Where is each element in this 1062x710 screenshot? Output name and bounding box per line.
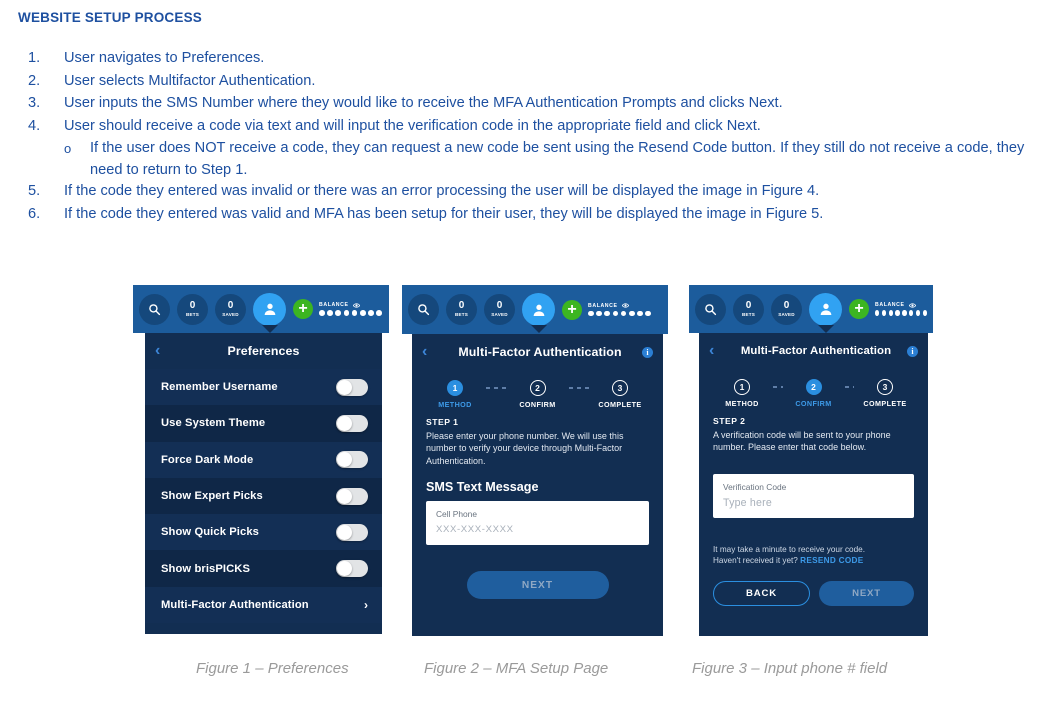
balance-widget[interactable]: [875, 302, 927, 316]
balance-label: BALANCE: [588, 302, 618, 309]
step-bubble: 3: [877, 379, 893, 395]
avatar-pointer: [531, 325, 547, 333]
bets-label: BETS: [741, 311, 756, 317]
toggle-switch[interactable]: [336, 524, 368, 541]
saved-label: SAVED: [491, 312, 508, 317]
plus-icon[interactable]: +: [849, 299, 869, 319]
mfa-confirm-content: [699, 414, 928, 606]
pref-row-remember-username[interactable]: [145, 369, 382, 405]
step-connector: [773, 386, 783, 388]
bets-counter[interactable]: [446, 294, 477, 325]
list-item-text: User selects Multifactor Authentication.: [64, 72, 316, 89]
step-confirm[interactable]: [783, 379, 845, 408]
back-button[interactable]: BACK: [713, 581, 810, 606]
mfa-setup-content: [412, 415, 663, 599]
list-item: [18, 204, 1048, 226]
info-icon[interactable]: i: [642, 347, 653, 358]
bets-label: BETS: [185, 311, 200, 317]
toggle-switch[interactable]: [336, 560, 368, 577]
resend-code-link[interactable]: RESEND CODE: [800, 556, 864, 566]
panel-title: Preferences: [227, 344, 300, 358]
preferences-panel: [145, 333, 382, 634]
resend-info-line: It may take a minute to receive your code.: [713, 544, 865, 554]
list-item-number: 5.: [28, 183, 41, 199]
eye-icon[interactable]: [353, 303, 360, 308]
step-bubble: 2: [530, 380, 546, 396]
step-bubble: 1: [734, 379, 750, 395]
step-connector: [845, 386, 855, 388]
info-icon[interactable]: i: [907, 346, 918, 357]
step-label: CONFIRM: [795, 399, 832, 408]
step-connector: [486, 387, 507, 389]
resend-block: [713, 544, 914, 567]
app-header-bar: [133, 285, 389, 333]
bets-count: 0: [745, 299, 752, 311]
pref-label: Show brisPICKS: [161, 562, 251, 575]
pref-label: Force Dark Mode: [161, 453, 254, 466]
pref-label: Multi-Factor Authentication: [161, 598, 309, 611]
resend-question: Haven't received it yet?: [713, 556, 798, 566]
avatar-pointer: [818, 325, 834, 333]
user-avatar-icon[interactable]: [809, 293, 842, 326]
cell-phone-placeholder: XXX-XXX-XXXX: [436, 524, 514, 536]
pref-label: Remember Username: [161, 381, 278, 394]
plus-icon[interactable]: +: [562, 300, 582, 320]
pref-row-multi-factor-authentication[interactable]: [145, 587, 382, 623]
list-item: [18, 181, 1048, 203]
next-button[interactable]: NEXT: [467, 571, 609, 599]
toggle-switch[interactable]: [336, 379, 368, 396]
pref-row-show-expert-picks[interactable]: [145, 478, 382, 514]
bets-label: BETS: [454, 312, 469, 317]
pref-row-show-brispicks[interactable]: [145, 550, 382, 586]
step-connector: [569, 387, 590, 389]
chevron-left-icon[interactable]: ‹: [422, 343, 428, 360]
saved-counter[interactable]: [484, 294, 515, 325]
process-steps-list: [18, 48, 1048, 226]
pref-label: Show Quick Picks: [161, 526, 259, 539]
list-item-number: 6.: [28, 205, 41, 222]
toggle-switch[interactable]: [336, 488, 368, 505]
step-label: COMPLETE: [863, 399, 907, 408]
balance-widget[interactable]: [588, 303, 662, 317]
list-item-number: 3.: [28, 95, 41, 111]
saved-count: 0: [783, 299, 790, 311]
sub-list-item-text: If the user does NOT receive a code, they can request a new code be sent using the Resend Code button. If they still do not receive a code, they need to return to Step 1.: [90, 140, 1025, 178]
list-item-text: If the code they entered was invalid or there was an error processing the user will be displayed the image in Figure 4.: [64, 183, 820, 199]
avatar-pointer: [262, 325, 278, 333]
next-button[interactable]: NEXT: [819, 581, 914, 606]
panel-title-bar: [145, 333, 382, 369]
search-icon[interactable]: [695, 294, 726, 325]
eye-icon[interactable]: [622, 303, 629, 308]
balance-label: BALANCE: [875, 302, 905, 309]
balance-masked-dots: [875, 310, 927, 316]
step-confirm[interactable]: [507, 380, 569, 409]
saved-counter[interactable]: [771, 294, 802, 325]
cell-phone-input[interactable]: [426, 501, 649, 545]
bets-counter[interactable]: [177, 294, 208, 325]
plus-icon[interactable]: +: [293, 299, 313, 319]
balance-label: BALANCE: [319, 302, 349, 309]
step-bubble: 2: [806, 379, 822, 395]
sub-list-item: [18, 138, 1048, 181]
figure-3-caption: Figure 3 – Input phone # field: [692, 660, 888, 677]
list-item-number: 4.: [28, 117, 41, 134]
figure-2-caption: Figure 2 – MFA Setup Page: [424, 660, 609, 677]
saved-label: SAVED: [778, 311, 795, 317]
saved-label: SAVED: [222, 311, 239, 317]
search-icon[interactable]: [139, 294, 170, 325]
balance-masked-dots: [588, 311, 662, 317]
verification-code-input[interactable]: [713, 474, 914, 518]
list-item: [18, 48, 1048, 70]
chevron-right-icon[interactable]: ›: [364, 597, 368, 612]
list-item-text: User inputs the SMS Number where they would like to receive the MFA Authentication Prompts and clicks Next.: [64, 95, 783, 111]
app-header-bar: [689, 285, 933, 333]
step-complete[interactable]: [589, 380, 651, 409]
list-item-text: If the code they entered was valid and MFA has been setup for their user, they will be displayed the image in Figure 5.: [64, 205, 824, 222]
figure-1-caption: Figure 1 – Preferences: [196, 660, 349, 677]
balance-masked-dots: [319, 310, 383, 316]
list-item-number: 1.: [28, 50, 41, 66]
figure-3-verification-mockup: [689, 285, 933, 642]
toggle-switch[interactable]: [336, 451, 368, 468]
pref-row-force-dark-mode[interactable]: [145, 442, 382, 478]
step-description: A verification code will be sent to your phone number. Please enter that code below.: [713, 430, 891, 453]
bets-count: 0: [458, 300, 465, 311]
panel-title: Multi-Factor Authentication: [740, 345, 892, 357]
step-label: METHOD: [725, 399, 759, 408]
user-avatar-icon[interactable]: [522, 293, 555, 326]
step-bubble: 3: [612, 380, 628, 396]
bets-counter[interactable]: [733, 294, 764, 325]
saved-count: 0: [227, 299, 234, 311]
saved-counter[interactable]: [215, 294, 246, 325]
mfa-step-indicator: [412, 370, 663, 415]
list-item-text: User navigates to Preferences.: [64, 50, 265, 66]
list-item-text: User should receive a code via text and will input the verification code in the appropriate field and click Next.: [64, 117, 761, 134]
list-item: [18, 116, 1048, 138]
step-heading: STEP 1: [426, 417, 459, 427]
panel-title: Multi-Factor Authentication: [458, 345, 622, 359]
list-item-number: 2.: [28, 72, 41, 89]
step-description: Please enter your phone number. We will use this number to verify your device through Multi-Factor Authentication.: [426, 431, 624, 466]
panel-title-bar: [412, 334, 663, 370]
sms-section-heading: SMS Text Message: [426, 480, 539, 495]
verification-code-placeholder: Type here: [723, 496, 772, 509]
step-label: CONFIRM: [519, 400, 556, 409]
chevron-left-icon[interactable]: ‹: [709, 342, 715, 359]
verification-code-label: Verification Code: [723, 481, 787, 492]
toggle-switch[interactable]: [336, 415, 368, 432]
page-title: WEBSITE SETUP PROCESS: [18, 10, 202, 25]
saved-count: 0: [496, 300, 503, 311]
sub-list-bullet: o: [64, 141, 72, 156]
pref-row-use-system-theme[interactable]: [145, 405, 382, 441]
step-heading: STEP 2: [713, 416, 746, 426]
app-header-bar: [402, 285, 668, 334]
bets-count: 0: [189, 299, 196, 311]
step-complete[interactable]: [854, 379, 916, 408]
list-item: [18, 71, 1048, 93]
step-method[interactable]: [424, 380, 486, 409]
panel-title-bar: [699, 333, 928, 369]
mfa-setup-panel: [412, 334, 663, 636]
mfa-step-indicator: [699, 369, 928, 414]
pref-row-show-quick-picks[interactable]: [145, 514, 382, 550]
step-bubble: 1: [447, 380, 463, 396]
cell-phone-label: Cell Phone: [436, 509, 477, 520]
user-avatar-icon[interactable]: [253, 293, 286, 326]
step-method[interactable]: [711, 379, 773, 408]
step-label: METHOD: [438, 400, 472, 409]
balance-widget[interactable]: [319, 302, 383, 316]
chevron-left-icon[interactable]: ‹: [155, 342, 161, 359]
step-label: COMPLETE: [598, 400, 642, 409]
figure-1-preferences-mockup: [133, 285, 389, 642]
list-item: [18, 93, 1048, 115]
pref-label: Use System Theme: [161, 417, 266, 430]
figure-2-mfa-setup-mockup: [402, 285, 668, 642]
mfa-confirm-panel: [699, 333, 928, 636]
eye-icon[interactable]: [909, 303, 916, 308]
pref-label: Show Expert Picks: [161, 490, 263, 503]
search-icon[interactable]: [408, 294, 439, 325]
